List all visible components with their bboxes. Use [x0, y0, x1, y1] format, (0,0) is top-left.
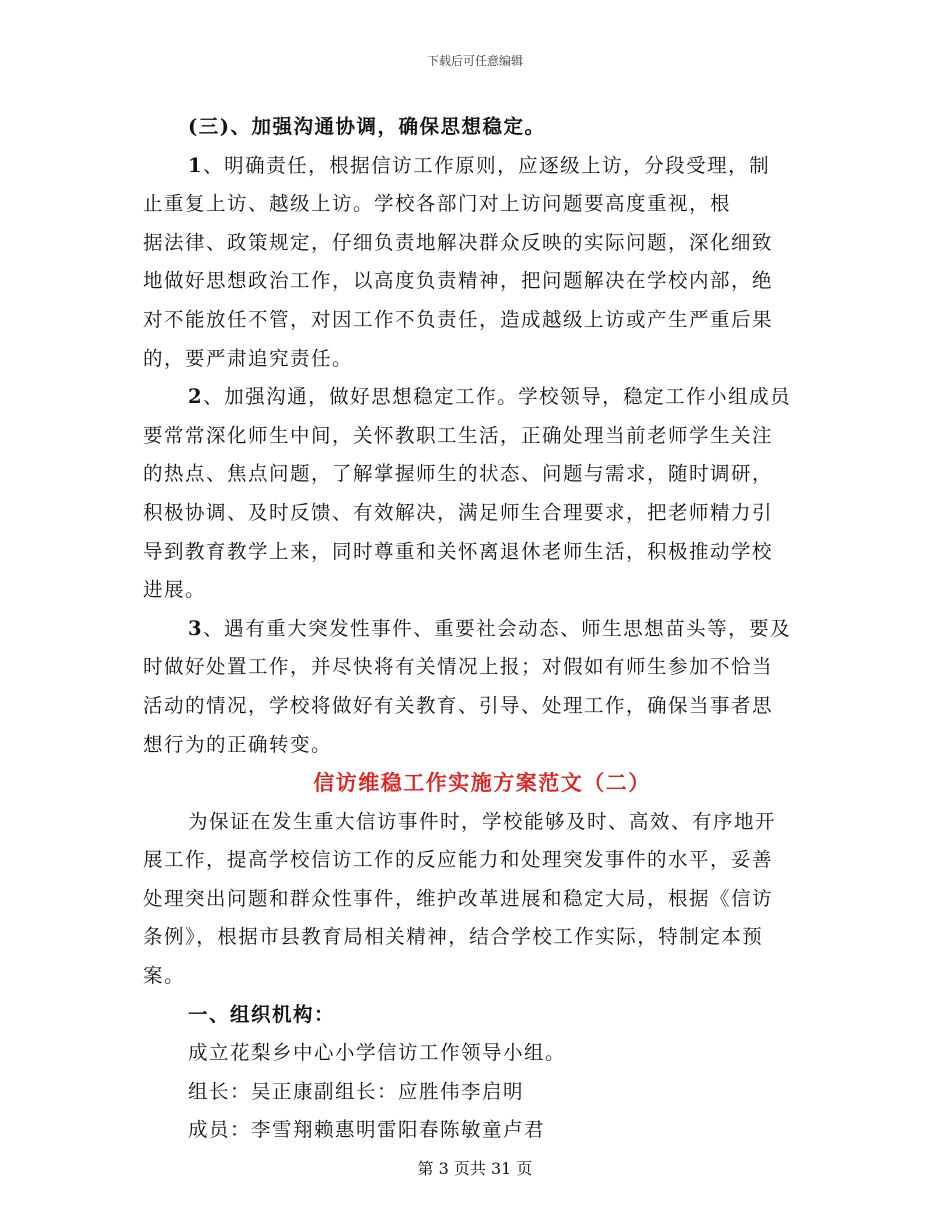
paragraph-line: 案。 [143, 964, 186, 988]
page-header: 下载后可任意编辑 [426, 54, 523, 68]
paragraph-3 [143, 610, 811, 764]
paragraph-line: 想行为的正确转变。 [143, 732, 333, 756]
paragraph-line: 要常常深化师生中间，关怀教职工生活，正确处理当前老师学生关注 [143, 423, 774, 447]
document-title-2: 信访维稳工作实施方案范文（二） [313, 770, 651, 796]
paragraph-line: 据法律、政策规定，仔细负责地解决群众反映的实际问题，深化细致 [143, 230, 774, 254]
paragraph-line: 的，要严肃追究责任。 [143, 346, 354, 370]
paragraph-line [143, 378, 811, 417]
paragraph-line [143, 147, 811, 186]
paragraph-line: 条例》，根据市县教育局相关精神，结合学校工作实际，特制定本预 [143, 925, 764, 949]
document-body [143, 108, 811, 1150]
paragraph-line: 地做好思想政治工作，以高度负责精神，把问题解决在学校内部，绝 [143, 269, 774, 293]
org-heading: 一、组织机构： [188, 1002, 336, 1026]
line-text: 、遇有重大突发性事件、重要社会动态、师生思想苗头等，要及 [203, 616, 792, 640]
item-number: 1 [188, 153, 204, 177]
paragraph-line: 处理突出问题和群众性事件，维护改革进展和稳定大局，根据《信访 [143, 886, 774, 910]
line-text: 、明确责任，根据信访工作原则，应逐级上访，分段受理，制 [203, 153, 771, 177]
paragraph-line: 对不能放任不管，对因工作不负责任，造成越级上访或产生严重后果 [143, 307, 774, 331]
paragraph-line: 活动的情况，学校将做好有关教育、引导、处理工作，确保当事者思 [143, 693, 774, 717]
org-line-group: 成立花梨乡中心小学信访工作领导小组。 [188, 1041, 567, 1065]
paragraph-1 [143, 147, 811, 379]
paragraph-line [143, 610, 811, 649]
paragraph-line: 进展。 [143, 578, 207, 602]
org-line-leader: 组长：吴正康副组长：应胜伟李启明 [188, 1079, 525, 1103]
paragraph-2 [143, 378, 811, 610]
paragraph-line: 积极协调、及时反馈、有效解决，满足师生合理要求，把老师精力引 [143, 500, 774, 524]
line-text: 、加强沟通，做好思想稳定工作。学校领导，稳定工作小组成员 [203, 385, 792, 409]
intro-paragraph [143, 803, 811, 996]
section-heading-3: (三)、加强沟通协调，确保思想稳定。 [188, 115, 546, 138]
org-line-members: 成员：李雪翔赖惠明雷阳春陈敏童卢君 [188, 1118, 546, 1142]
page-footer: 第 3 页共 31 页 [417, 1159, 533, 1178]
paragraph-line: 的热点、焦点问题，了解掌握师生的状态、问题与需求，随时调研， [143, 462, 774, 486]
paragraph-line: 展工作，提高学校信访工作的反应能力和处理突发事件的水平，妥善 [143, 848, 774, 872]
item-number: 3 [188, 616, 204, 640]
item-number: 2 [188, 385, 204, 409]
paragraph-line: 导到教育教学上来，同时尊重和关怀离退休老师生活，积极推动学校 [143, 539, 774, 563]
paragraph-line: 为保证在发生重大信访事件时，学校能够及时、高效、有序地开 [188, 809, 777, 833]
paragraph-line: 止重复上访、越级上访。学校各部门对上访问题要高度重视，根 [143, 192, 732, 216]
paragraph-line: 时做好处置工作，并尽快将有关情况上报；对假如有师生参加不恰当 [143, 655, 774, 679]
